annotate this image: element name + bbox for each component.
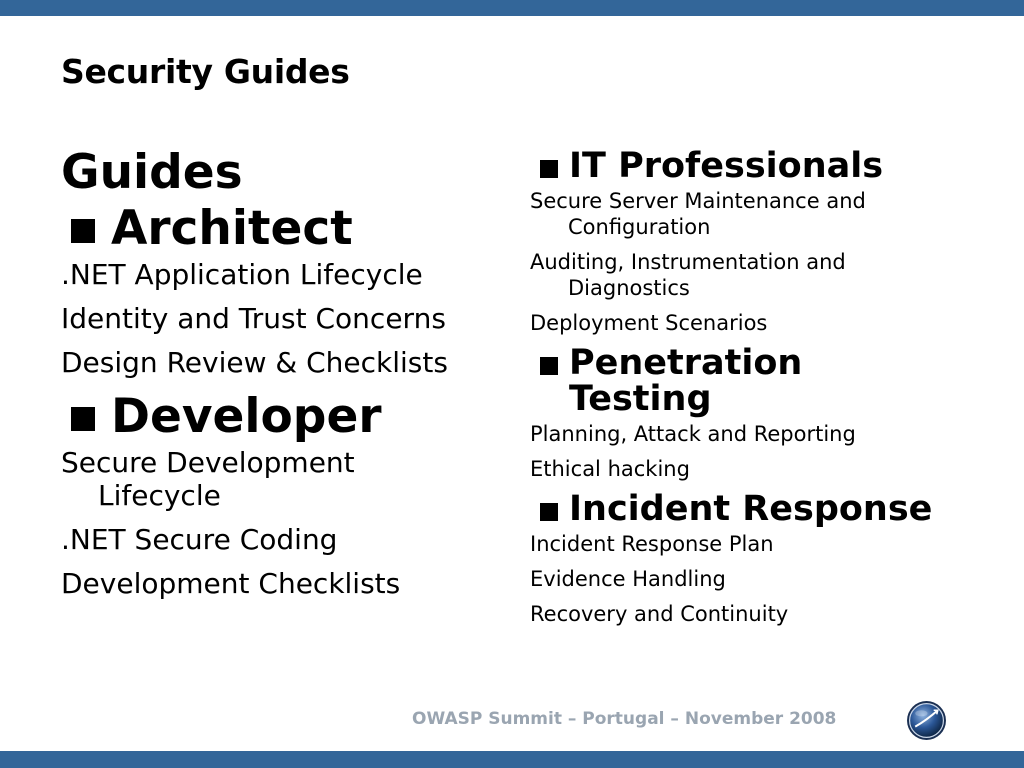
section-title: Architect — [111, 201, 353, 256]
list-item: Identity and Trust Concerns — [61, 302, 446, 335]
list-item: Evidence Handling — [530, 567, 726, 591]
top-accent-bar — [0, 0, 1024, 16]
guides-heading: Guides — [61, 145, 243, 200]
list-item: Deployment Scenarios — [530, 311, 768, 335]
list-item: .NET Application Lifecycle — [61, 258, 423, 291]
square-bullet-icon — [71, 407, 95, 431]
section-title: IT Professionals — [569, 146, 884, 186]
list-item: Incident Response Plan — [530, 532, 774, 556]
section-penetration-testing — [540, 345, 860, 417]
list-item: Planning, Attack and Reporting — [530, 422, 856, 446]
owasp-logo-icon — [906, 700, 947, 741]
square-bullet-icon — [540, 503, 558, 521]
section-architect — [71, 202, 511, 256]
left-column — [61, 146, 511, 611]
section-it-professionals — [540, 148, 1010, 184]
slide-title: Security Guides — [61, 52, 350, 91]
list-item: Ethical hacking — [530, 457, 690, 481]
list-item: Auditing, Instrumentation and Diagnostics — [530, 250, 846, 300]
list-item: Design Review & Checklists — [61, 346, 448, 379]
square-bullet-icon — [540, 160, 558, 178]
footer-text: OWASP Summit – Portugal – November 2008 — [412, 709, 837, 729]
section-developer — [71, 390, 511, 444]
list-item: Secure Server Maintenance and Configuration — [530, 189, 866, 239]
right-column — [530, 146, 1010, 636]
square-bullet-icon — [540, 357, 558, 375]
square-bullet-icon — [71, 219, 95, 243]
list-item: .NET Secure Coding — [61, 523, 338, 556]
section-title: Developer — [111, 389, 382, 444]
list-item: Recovery and Continuity — [530, 602, 789, 626]
bottom-accent-bar — [0, 751, 1024, 768]
section-incident-response — [540, 491, 1010, 527]
list-item: Development Checklists — [61, 567, 401, 600]
section-title: Incident Response — [569, 489, 933, 529]
list-item: Secure Development Lifecycle — [61, 446, 355, 512]
section-title: Penetration Testing — [569, 343, 803, 419]
